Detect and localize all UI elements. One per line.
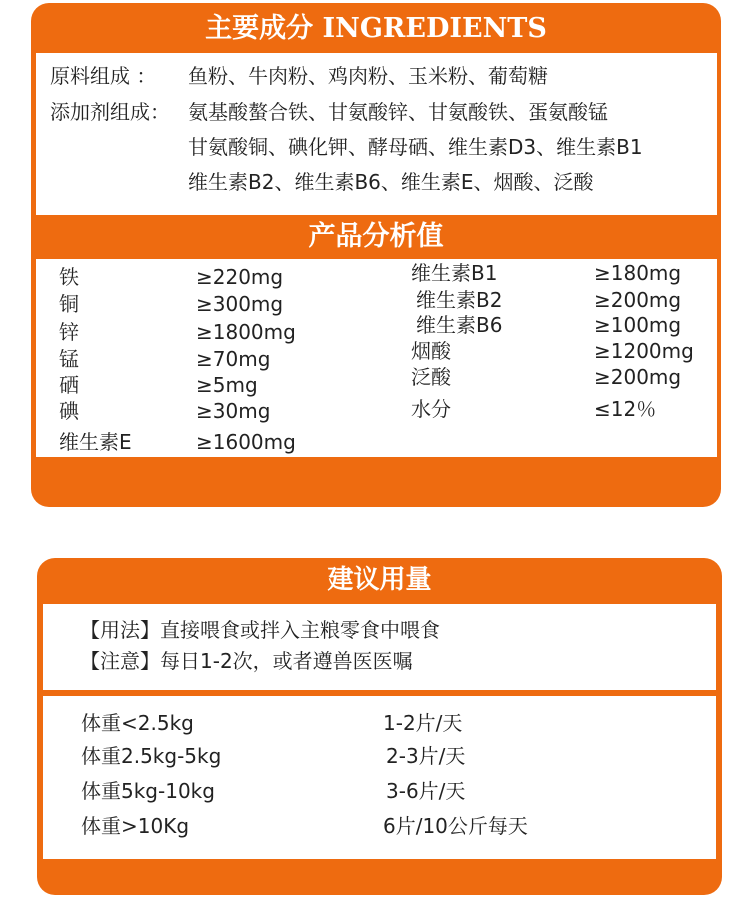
raw-material-label: 原料组成 ：	[50, 64, 157, 88]
ingredients-panel	[31, 3, 721, 507]
dosage-box	[43, 696, 716, 859]
usage-header: 建议用量	[327, 565, 432, 595]
analysis-right-value: ≥200mg	[594, 365, 682, 389]
analysis-right-value: ≤12％	[594, 397, 657, 421]
usage-method: 【用法】直接喂食或拌入主粮零食中喂食	[80, 618, 440, 642]
additive-line: 维生素B2、维生素B6、维生素E、烟酸、泛酸	[188, 170, 594, 194]
analysis-left-name: 碘	[59, 399, 79, 423]
analysis-header: 产品分析值	[308, 221, 444, 252]
analysis-left-name: 铁	[59, 265, 79, 289]
analysis-left-value: ≥1800mg	[196, 320, 296, 344]
raw-material-value: 鱼粉、牛肉粉、鸡肉粉、玉米粉、葡萄糖	[188, 64, 548, 88]
usage-instructions-box	[43, 604, 716, 690]
dosage-amount: 3-6片/天	[386, 779, 466, 803]
usage-note: 【注意】每日1-2次，或者遵兽医医嘱	[80, 649, 413, 673]
analysis-left-value: ≥5mg	[196, 373, 258, 397]
additive-line: 氨基酸螯合铁、甘氨酸锌、甘氨酸铁、蛋氨酸锰	[188, 100, 608, 124]
analysis-left-value: ≥1600mg	[196, 430, 296, 454]
analysis-left-name: 硒	[59, 373, 79, 397]
analysis-right-name: 水分	[411, 397, 451, 421]
ingredients-header: 主要成分 INGREDIENTS	[205, 13, 547, 44]
analysis-right-name: 维生素B2	[416, 288, 503, 312]
analysis-left-name: 锌	[59, 320, 79, 344]
analysis-right-name: 维生素B1	[411, 261, 498, 285]
usage-panel	[37, 558, 722, 895]
analysis-right-value: ≥1200mg	[594, 339, 694, 363]
analysis-right-value: ≥100mg	[594, 313, 682, 337]
analysis-right-value: ≥180mg	[594, 261, 682, 285]
analysis-box	[36, 259, 717, 457]
dosage-weight: 体重<2.5kg	[81, 711, 194, 735]
analysis-left-value: ≥300mg	[196, 292, 284, 316]
analysis-right-value: ≥200mg	[594, 288, 682, 312]
dosage-weight: 体重5kg-10kg	[81, 779, 215, 803]
analysis-right-name: 泛酸	[411, 365, 451, 389]
analysis-left-value: ≥30mg	[196, 399, 271, 423]
dosage-amount: 2-3片/天	[386, 744, 466, 768]
analysis-left-value: ≥220mg	[196, 265, 284, 289]
dosage-weight: 体重2.5kg-5kg	[81, 744, 222, 768]
dosage-weight: 体重>10Kg	[81, 814, 190, 838]
dosage-amount: 6片/10公斤每天	[383, 814, 528, 838]
dosage-amount: 1-2片/天	[383, 711, 463, 735]
additive-line: 甘氨酸铜、碘化钾、酵母硒、维生素D3、维生素B1	[188, 135, 643, 159]
additive-label: 添加剂组成：	[50, 100, 170, 124]
analysis-right-name: 烟酸	[411, 339, 451, 363]
analysis-right-name: 维生素B6	[416, 313, 503, 337]
analysis-left-value: ≥70mg	[196, 347, 271, 371]
ingredients-box	[36, 53, 717, 215]
analysis-left-name: 锰	[59, 347, 79, 371]
analysis-left-name: 铜	[59, 292, 79, 316]
analysis-left-name: 维生素E	[59, 430, 132, 454]
